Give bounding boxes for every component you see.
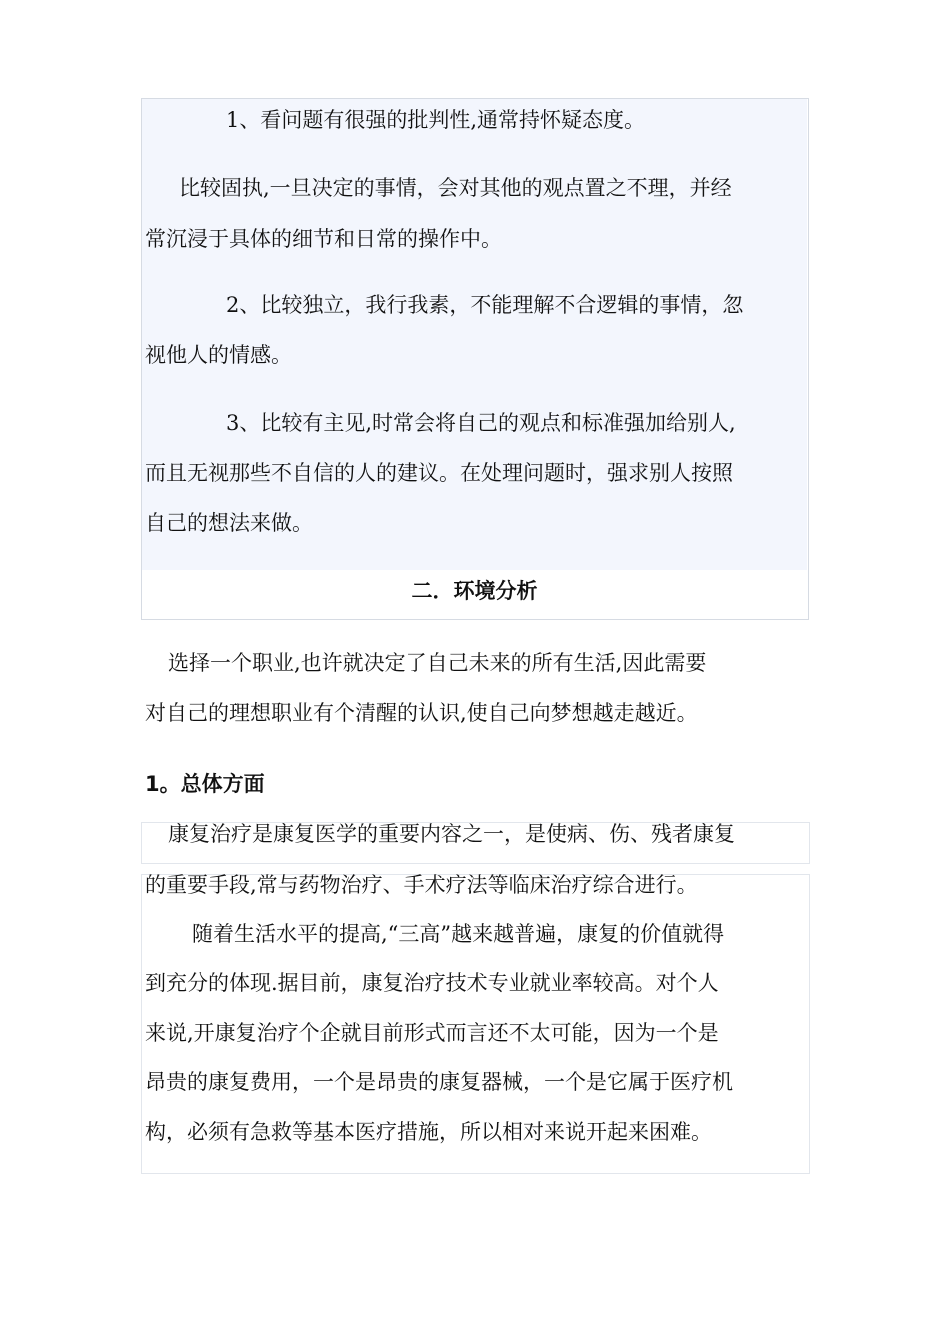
rehab-value-line: 随着生活水平的提高,“三高”越来越普遍，康复的价值就得 — [192, 922, 725, 946]
personality-shaded-block — [142, 99, 807, 570]
trait-item-1: 1、看问题有很强的批判性,通常持怀疑态度。 — [226, 108, 646, 132]
section-heading-environment: 二．环境分析 — [411, 579, 538, 603]
rehab-value-line: 来说,开康复治疗个企就目前形式而言还不太可能，因为一个是 — [145, 1021, 719, 1045]
rehab-paragraph-line: 的重要手段,常与药物治疗、手术疗法等临床治疗综合进行。 — [145, 873, 698, 897]
trait-paragraph-line: 比较固执,一旦决定的事情，会对其他的观点置之不理，并经 — [179, 176, 732, 200]
trait-item-2-cont: 视他人的情感。 — [145, 343, 292, 367]
rehab-value-line: 构，必须有急救等基本医疗措施，所以相对来说开起来困难。 — [145, 1120, 712, 1144]
environment-intro-line: 对自己的理想职业有个清醒的认识,使自己向梦想越走越近。 — [145, 701, 698, 725]
subheading-overall: 1。总体方面 — [145, 772, 265, 796]
rehab-value-line: 到充分的体现.据目前，康复治疗技术专业就业率较高。对个人 — [145, 971, 719, 995]
environment-intro-line: 选择一个职业,也许就决定了自己未来的所有生活,因此需要 — [168, 651, 707, 675]
trait-item-3: 3、比较有主见,时常会将自己的观点和标准强加给别人, — [226, 411, 736, 435]
trait-item-2: 2、比较独立，我行我素，不能理解不合逻辑的事情，忽 — [226, 293, 744, 317]
trait-paragraph-line: 常沉浸于具体的细节和日常的操作中。 — [145, 227, 502, 251]
trait-item-3-cont: 自己的想法来做。 — [145, 511, 313, 535]
rehab-paragraph-line: 康复治疗是康复医学的重要内容之一，是使病、伤、残者康复 — [168, 822, 735, 846]
trait-item-3-cont: 而且无视那些不自信的人的建议。在处理问题时，强求别人按照 — [145, 461, 733, 485]
rehab-value-line: 昂贵的康复费用，一个是昂贵的康复器械，一个是它属于医疗机 — [145, 1070, 733, 1094]
